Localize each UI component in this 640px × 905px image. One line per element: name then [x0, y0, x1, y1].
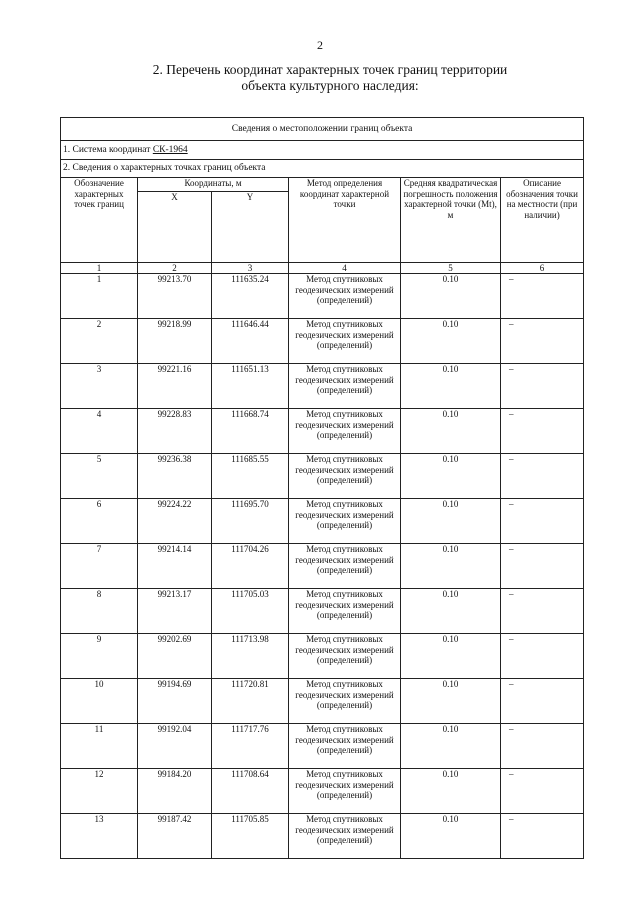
- table-row: [61, 409, 584, 454]
- description-cell: –: [501, 454, 584, 499]
- method-cell: Метод спутниковых геодезических измерений (определений): [289, 814, 401, 859]
- table-row: [61, 769, 584, 814]
- header-y: Y: [212, 192, 289, 263]
- table-row: [61, 814, 584, 859]
- column-number: 2: [138, 263, 212, 274]
- point-id-cell: 10: [61, 679, 138, 724]
- header-description: Описание обозначения точки на местности (при наличии): [501, 178, 584, 263]
- y-coordinate-cell: 111635.24: [212, 274, 289, 319]
- heading-line-1: 2. Перечень координат характерных точек границ территории: [152, 62, 508, 77]
- coordinate-system-value: СК-1964: [152, 144, 188, 155]
- method-cell: Метод спутниковых геодезических измерений (определений): [289, 499, 401, 544]
- description-cell: –: [501, 724, 584, 769]
- error-cell: 0.10: [401, 769, 501, 814]
- header-coordinates: Координаты, м: [138, 178, 289, 192]
- point-id-cell: 4: [61, 409, 138, 454]
- table-row: [61, 499, 584, 544]
- page-heading: [80, 62, 580, 94]
- column-number: 3: [212, 263, 289, 274]
- method-cell: Метод спутниковых геодезических измерений (определений): [289, 319, 401, 364]
- x-coordinate-cell: 99213.70: [138, 274, 212, 319]
- method-cell: Метод спутниковых геодезических измерений (определений): [289, 274, 401, 319]
- y-coordinate-cell: 111646.44: [212, 319, 289, 364]
- x-coordinate-cell: 99218.99: [138, 319, 212, 364]
- description-cell: –: [501, 814, 584, 859]
- y-coordinate-cell: 111708.64: [212, 769, 289, 814]
- point-id-cell: 9: [61, 634, 138, 679]
- point-id-cell: 5: [61, 454, 138, 499]
- method-cell: Метод спутниковых геодезических измерений (определений): [289, 364, 401, 409]
- y-coordinate-cell: 111713.98: [212, 634, 289, 679]
- header-error: Средняя квадратическая погрешность положения характерной точки (Mt), м: [401, 178, 501, 263]
- description-cell: –: [501, 589, 584, 634]
- y-coordinate-cell: 111720.81: [212, 679, 289, 724]
- description-cell: –: [501, 364, 584, 409]
- table-row: [61, 724, 584, 769]
- y-coordinate-cell: 111685.55: [212, 454, 289, 499]
- y-coordinate-cell: 111651.13: [212, 364, 289, 409]
- method-cell: Метод спутниковых геодезических измерений (определений): [289, 679, 401, 724]
- description-cell: –: [501, 769, 584, 814]
- page-number: 2: [317, 38, 323, 52]
- error-cell: 0.10: [401, 544, 501, 589]
- column-number: 1: [61, 263, 138, 274]
- point-id-cell: 12: [61, 769, 138, 814]
- column-number: 4: [289, 263, 401, 274]
- x-coordinate-cell: 99194.69: [138, 679, 212, 724]
- error-cell: 0.10: [401, 589, 501, 634]
- x-coordinate-cell: 99187.42: [138, 814, 212, 859]
- x-coordinate-cell: 99224.22: [138, 499, 212, 544]
- table-row: [61, 274, 584, 319]
- x-coordinate-cell: 99236.38: [138, 454, 212, 499]
- table-row: [61, 364, 584, 409]
- point-id-cell: 3: [61, 364, 138, 409]
- method-cell: Метод спутниковых геодезических измерений (определений): [289, 544, 401, 589]
- description-cell: –: [501, 319, 584, 364]
- table-row: [61, 679, 584, 724]
- x-coordinate-cell: 99221.16: [138, 364, 212, 409]
- column-number: 6: [501, 263, 584, 274]
- header-method: Метод определения координат характерной точки: [289, 178, 401, 263]
- x-coordinate-cell: 99228.83: [138, 409, 212, 454]
- error-cell: 0.10: [401, 274, 501, 319]
- table-row: [61, 319, 584, 364]
- description-cell: –: [501, 274, 584, 319]
- description-cell: –: [501, 634, 584, 679]
- point-id-cell: 2: [61, 319, 138, 364]
- point-id-cell: 7: [61, 544, 138, 589]
- method-cell: Метод спутниковых геодезических измерений (определений): [289, 409, 401, 454]
- point-id-cell: 1: [61, 274, 138, 319]
- y-coordinate-cell: 111705.03: [212, 589, 289, 634]
- x-coordinate-cell: 99184.20: [138, 769, 212, 814]
- point-id-cell: 6: [61, 499, 138, 544]
- description-cell: –: [501, 499, 584, 544]
- error-cell: 0.10: [401, 634, 501, 679]
- description-cell: –: [501, 544, 584, 589]
- coordinate-system: [61, 141, 584, 160]
- method-cell: Метод спутниковых геодезических измерений (определений): [289, 724, 401, 769]
- table-caption: Сведения о местоположении границ объекта: [61, 118, 584, 141]
- error-cell: 0.10: [401, 409, 501, 454]
- x-coordinate-cell: 99202.69: [138, 634, 212, 679]
- method-cell: Метод спутниковых геодезических измерений (определений): [289, 589, 401, 634]
- table-row: [61, 589, 584, 634]
- y-coordinate-cell: 111717.76: [212, 724, 289, 769]
- header-designation: Обозначение характерных точек границ: [61, 178, 138, 263]
- point-id-cell: 13: [61, 814, 138, 859]
- method-cell: Метод спутниковых геодезических измерений (определений): [289, 454, 401, 499]
- heading-line-2: объекта культурного наследия:: [241, 78, 419, 93]
- coordinate-system-label: 1. Система координат: [63, 144, 153, 155]
- error-cell: 0.10: [401, 364, 501, 409]
- x-coordinate-cell: 99192.04: [138, 724, 212, 769]
- column-number: 5: [401, 263, 501, 274]
- y-coordinate-cell: 111695.70: [212, 499, 289, 544]
- y-coordinate-cell: 111705.85: [212, 814, 289, 859]
- table-row: [61, 544, 584, 589]
- table-row: [61, 634, 584, 679]
- point-id-cell: 8: [61, 589, 138, 634]
- point-id-cell: 11: [61, 724, 138, 769]
- y-coordinate-cell: 111668.74: [212, 409, 289, 454]
- x-coordinate-cell: 99213.17: [138, 589, 212, 634]
- error-cell: 0.10: [401, 679, 501, 724]
- section-title: 2. Сведения о характерных точках границ объекта: [61, 160, 584, 178]
- error-cell: 0.10: [401, 724, 501, 769]
- error-cell: 0.10: [401, 814, 501, 859]
- method-cell: Метод спутниковых геодезических измерений (определений): [289, 634, 401, 679]
- error-cell: 0.10: [401, 319, 501, 364]
- y-coordinate-cell: 111704.26: [212, 544, 289, 589]
- error-cell: 0.10: [401, 499, 501, 544]
- error-cell: 0.10: [401, 454, 501, 499]
- method-cell: Метод спутниковых геодезических измерений (определений): [289, 769, 401, 814]
- description-cell: –: [501, 679, 584, 724]
- coordinates-table: [60, 117, 584, 859]
- x-coordinate-cell: 99214.14: [138, 544, 212, 589]
- description-cell: –: [501, 409, 584, 454]
- header-x: X: [138, 192, 212, 263]
- table-row: [61, 454, 584, 499]
